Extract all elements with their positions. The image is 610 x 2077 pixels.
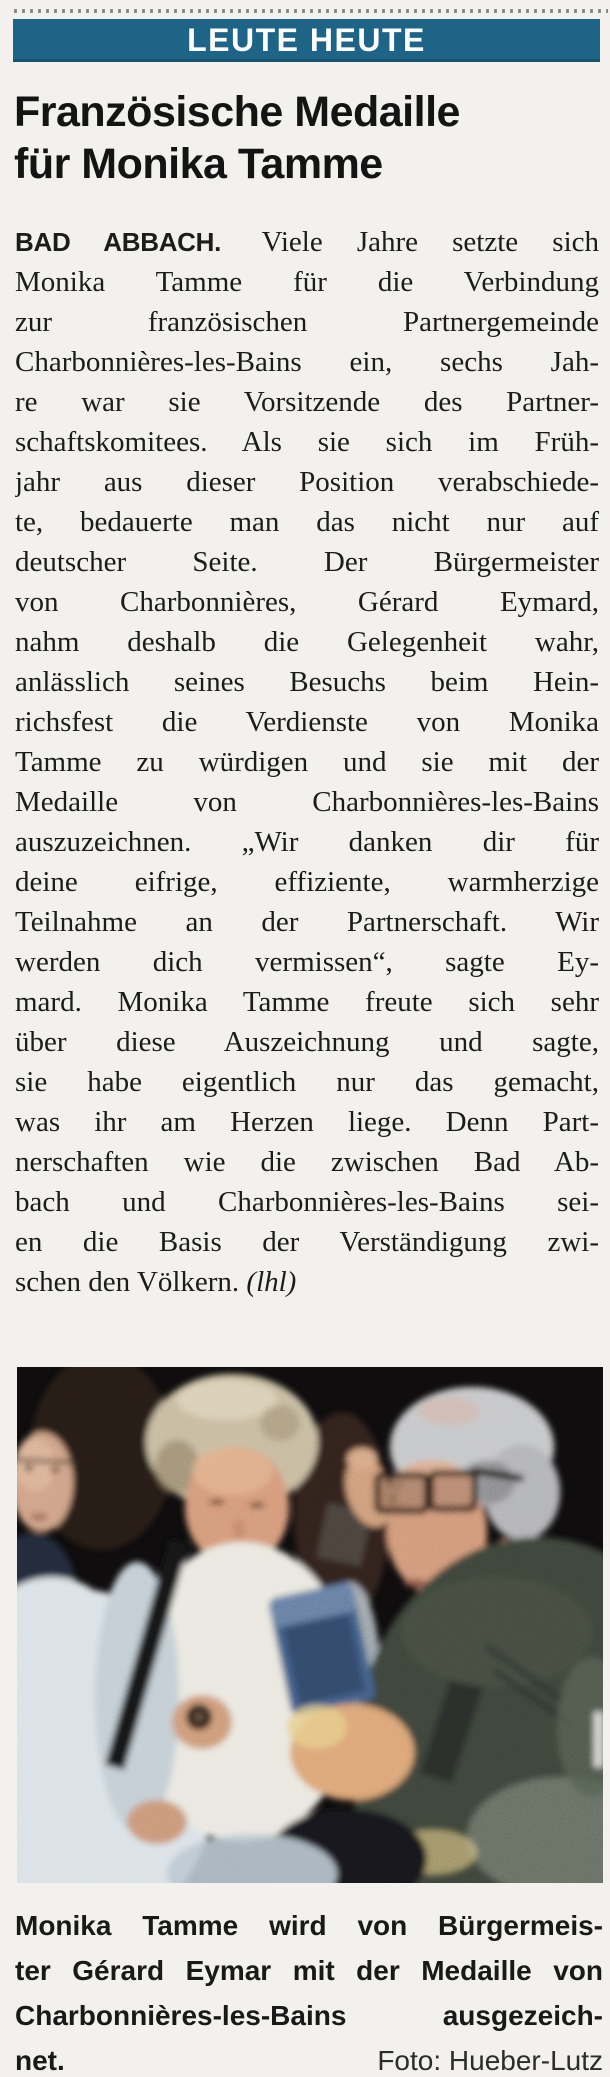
article-body bbox=[15, 222, 599, 1302]
body-line: auszuzeichnen. „Wir danken dir für bbox=[15, 826, 599, 858]
body-line: nerschaften wie die zwischen Bad Ab- bbox=[15, 1146, 599, 1178]
body-line: nahm deshalb die Gelegenheit wahr, bbox=[15, 626, 599, 658]
headline-line-2: für Monika Tamme bbox=[14, 140, 383, 188]
photo-illustration bbox=[17, 1367, 603, 1883]
body-line: te, bedauerte man das nicht nur auf bbox=[15, 506, 599, 538]
body-line bbox=[15, 1262, 599, 1302]
body-line: Charbonnières-les-Bains ein, sechs Jah- bbox=[15, 346, 599, 378]
photo-caption bbox=[15, 1903, 603, 2077]
body-line: schaftskomitees. Als sie sich im Früh- bbox=[15, 426, 599, 458]
caption-line: ter Gérard Eymar mit der Medaille von bbox=[15, 1955, 603, 1986]
body-line: jahr aus dieser Position verabschiede- bbox=[15, 466, 599, 498]
article-photo bbox=[17, 1367, 603, 1883]
body-line: Teilnahme an der Partnerschaft. Wir bbox=[15, 906, 599, 938]
body-line: über diese Auszeichnung und sagte, bbox=[15, 1026, 599, 1058]
caption-line: Monika Tamme wird von Bürgermeis- bbox=[15, 1910, 603, 1941]
headline-line-1: Französische Medaille bbox=[14, 88, 460, 136]
body-line: Monika Tamme für die Verbindung bbox=[15, 266, 599, 298]
caption-last-word: net. bbox=[15, 2045, 65, 2076]
body-line: bach und Charbonnières-les-Bains sei- bbox=[15, 1186, 599, 1218]
body-line: zur französischen Partnergemeinde bbox=[15, 306, 599, 338]
kicker-label: LEUTE HEUTE bbox=[187, 22, 426, 58]
caption-line bbox=[15, 2038, 603, 2077]
body-line: deutscher Seite. Der Bürgermeister bbox=[15, 546, 599, 578]
caption-line: Charbonnières-les-Bains ausgezeich- bbox=[15, 2000, 603, 2031]
body-line: deine eifrige, effiziente, warmherzige bbox=[15, 866, 599, 898]
body-line: anlässlich seines Besuchs beim Hein- bbox=[15, 666, 599, 698]
body-line: re war sie Vorsitzende des Partner- bbox=[15, 386, 599, 418]
byline: (lhl) bbox=[246, 1266, 297, 1298]
body-line: mard. Monika Tamme freute sich sehr bbox=[15, 986, 599, 1018]
body-line: werden dich vermissen“, sagte Ey- bbox=[15, 946, 599, 978]
dotted-rule bbox=[14, 9, 608, 13]
photo-credit: Foto: Hueber-Lutz bbox=[377, 2045, 603, 2076]
body-line: en die Basis der Verständigung zwi- bbox=[15, 1226, 599, 1258]
dateline: BAD ABBACH. bbox=[15, 227, 222, 257]
body-line: sie habe eigentlich nur das gemacht, bbox=[15, 1066, 599, 1098]
kicker-bar bbox=[13, 19, 600, 62]
body-line: von Charbonnières, Gérard Eymard, bbox=[15, 586, 599, 618]
body-line: richsfest die Verdienste von Monika bbox=[15, 706, 599, 738]
body-line: Medaille von Charbonnières-les-Bains bbox=[15, 786, 599, 818]
headline bbox=[14, 86, 600, 190]
body-line-text: schen den Völkern. bbox=[15, 1266, 247, 1298]
film-grain bbox=[17, 1367, 603, 1883]
body-line-text: Viele Jahre setzte sich bbox=[228, 226, 599, 258]
body-line: Tamme zu würdigen und sie mit der bbox=[15, 746, 599, 778]
body-line: was ihr am Herzen liege. Denn Part- bbox=[15, 1106, 599, 1138]
body-line bbox=[15, 222, 599, 262]
